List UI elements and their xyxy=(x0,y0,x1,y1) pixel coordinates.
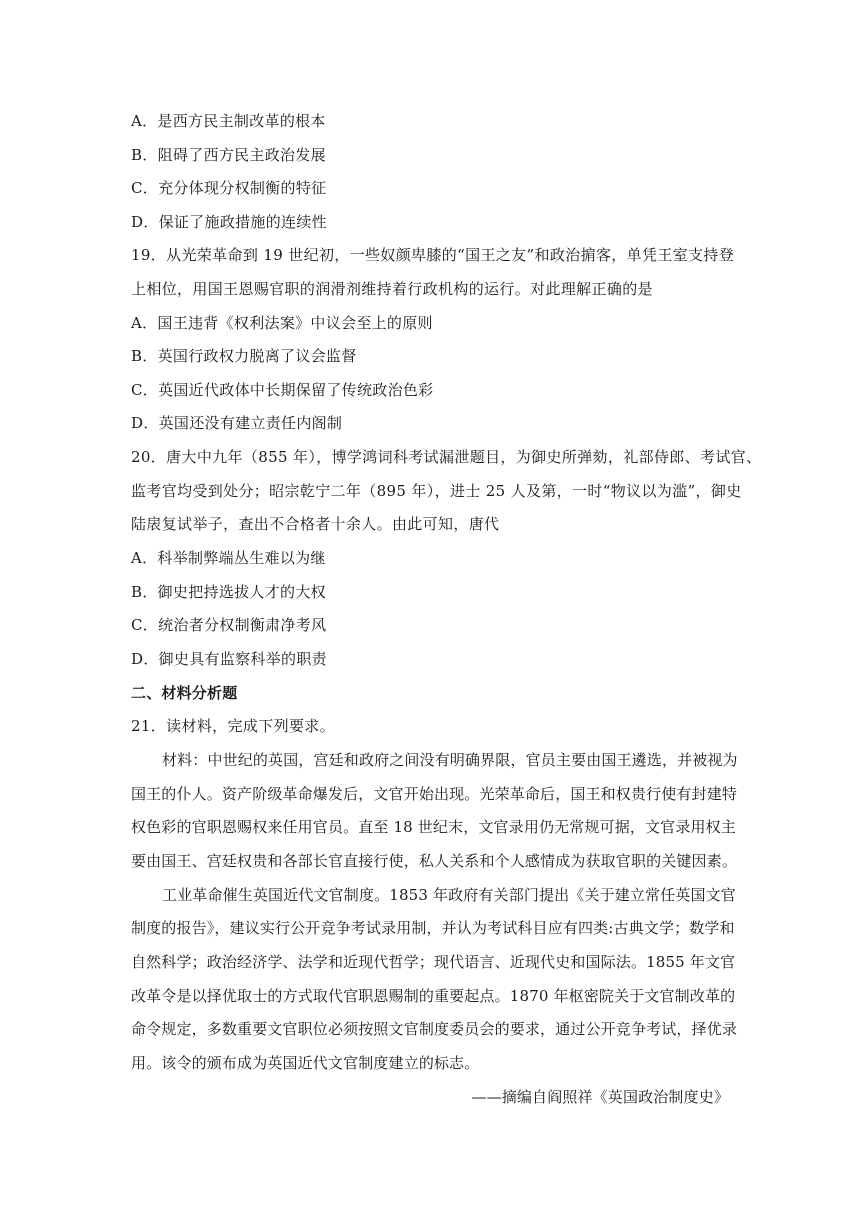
q18-option-c: C．充分体现分权制衡的特征 xyxy=(131,179,327,197)
q20-stem-line: 陆扆复试举子，查出不合格者十余人。由此可知，唐代 xyxy=(131,515,500,533)
q18-option-d: D．保证了施政措施的连续性 xyxy=(131,213,327,231)
q21-intro: 21．读材料，完成下列要求。 xyxy=(131,717,335,735)
q19-option-d: D．英国还没有建立责任内阁制 xyxy=(131,414,343,432)
source-attribution: ——摘编自阎照祥《英国政治制度史》 xyxy=(471,1088,729,1106)
material-line: 自然科学；政治经济学、法学和近现代哲学；现代语言、近现代史和国际法。1855 年文官 xyxy=(131,953,736,971)
q19-option-c: C．英国近代政体中长期保留了传统政治色彩 xyxy=(131,381,434,399)
q20-option-b: B．御史把持选拔人才的大权 xyxy=(131,583,326,601)
material-line: 工业革命催生英国近代文官制度。1853 年政府有关部门提出《关于建立常任英国文官 xyxy=(162,886,736,904)
material-line: 命令规定，多数重要文官职位必须按照文官制度委员会的要求，通过公开竞争考试，择优录 xyxy=(131,1020,738,1038)
material-line: 要由国王、宫廷权贵和各部长官直接行使，私人关系和个人感情成为获取官职的关键因素。 xyxy=(131,852,738,870)
q20-option-a: A．科举制弊端丛生难以为继 xyxy=(131,549,326,567)
material-line: 权色彩的官职恩赐权来任用官员。直至 18 世纪末，文官录用仍无常规可据，文官录用权主 xyxy=(131,818,736,836)
q19-stem-line: 19．从光荣革命到 19 世纪初，一些奴颜卑膝的“国王之友”和政治掮客，单凭王室支持登 xyxy=(131,246,735,264)
q19-option-b: B．英国行政权力脱离了议会监督 xyxy=(131,347,357,365)
q20-stem-line: 监考官均受到处分；昭宗乾宁二年（895 年），进士 25 人及第，一时“物议以为滥”，御史 xyxy=(131,482,742,500)
material-line: 用。该令的颁布成为英国近代文官制度建立的标志。 xyxy=(131,1054,480,1072)
section-heading: 二、材料分析题 xyxy=(131,684,238,702)
q19-option-a: A．国王违背《权利法案》中议会至上的原则 xyxy=(131,314,433,332)
material-line: 改革令是以择优取士的方式取代官职恩赐制的重要起点。1870 年枢密院关于文官制改革的 xyxy=(131,987,736,1005)
material-line: 国王的仆人。资产阶级革命爆发后，文官开始出现。光荣革命后，国王和权贵行使有封建特 xyxy=(131,785,738,803)
q19-stem-line: 上相位，用国王恩赐官职的润滑剂维持着行政机构的运行。对此理解正确的是 xyxy=(131,280,653,298)
q20-option-d: D．御史具有监察科举的职责 xyxy=(131,650,327,668)
material-line: 制度的报告》，建议实行公开竞争考试录用制，并认为考试科目应有四类:古典文学；数学和 xyxy=(131,919,735,937)
q18-option-b: B．阻碍了西方民主政治发展 xyxy=(131,146,326,164)
q18-option-a: A．是西方民主制改革的根本 xyxy=(131,112,326,130)
q20-stem-line: 20．唐大中九年（855 年），博学鸿词科考试漏泄题目，为御史所弹劾，礼部侍郎、考试官、 xyxy=(131,448,762,466)
material-line: 材料：中世纪的英国，宫廷和政府之间没有明确界限，官员主要由国王遴选，并被视为 xyxy=(162,751,738,769)
q20-option-c: C．统治者分权制衡肃净考风 xyxy=(131,616,327,634)
